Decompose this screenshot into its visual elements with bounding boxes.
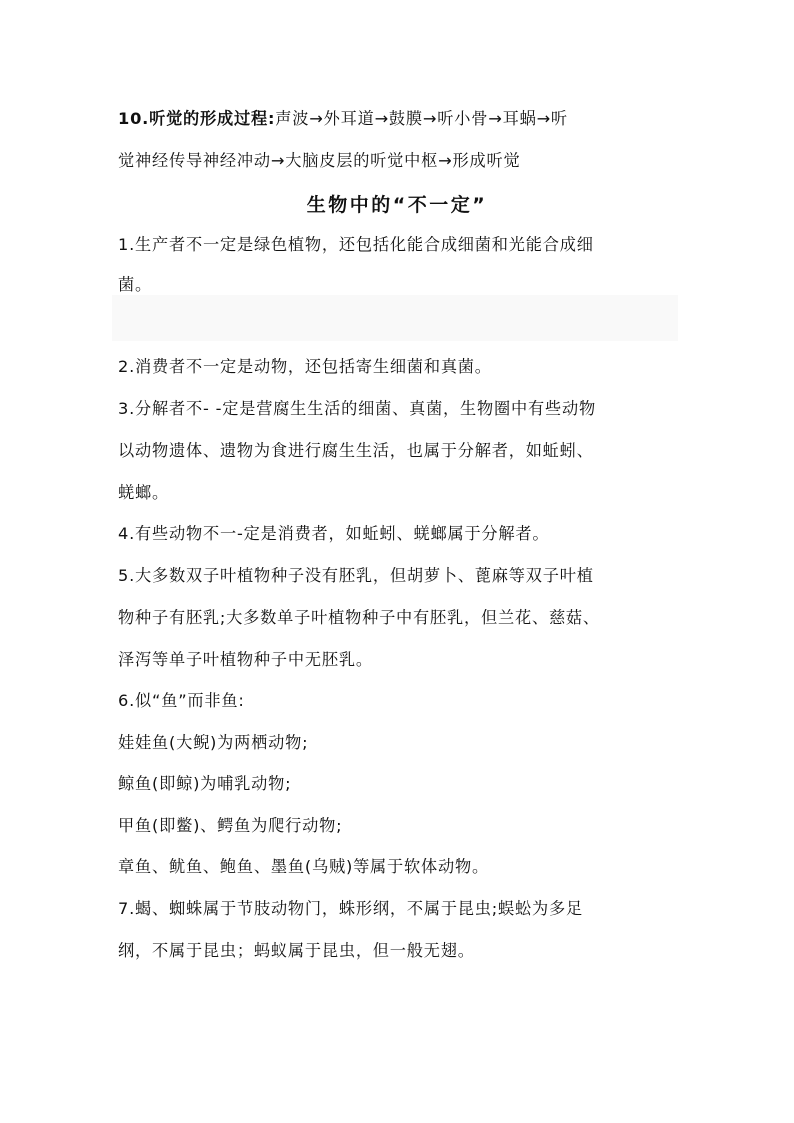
item-5-line-2: 物种子有胚乳;大多数单子叶植物种子中有胚乳，但兰花、慈菇、 (118, 608, 600, 627)
item-7-line-2: 纲，不属于昆虫；蚂蚁属于昆虫，但一般无翅。 (118, 941, 475, 960)
item-6-line-1: 6.似“鱼”而非鱼: (118, 691, 245, 710)
intro-line-1 (118, 108, 568, 130)
item-6-line-4: 甲鱼(即鳖)、鳄鱼为爬行动物; (118, 816, 343, 835)
item-3-line-2: 以动物遗体、遗物为食进行腐生生活，也属于分解者，如蚯蚓、 (118, 441, 594, 460)
item-2-line-1: 2.消费者不一定是动物，还包括寄生细菌和真菌。 (118, 357, 492, 376)
item-1-line-2: 菌。 (118, 275, 152, 294)
item-5-line-3: 泽泻等单子叶植物种子中无胚乳。 (118, 650, 373, 669)
item-4-line-1: 4.有些动物不一-定是消费者，如蚯蚓、蜣螂属于分解者。 (118, 524, 550, 543)
background-shade (112, 295, 678, 341)
item-6-line-2: 娃娃鱼(大鲵)为两栖动物; (118, 733, 309, 752)
section-heading: 生物中的“不一定” (306, 194, 488, 216)
item-6-line-3: 鲸鱼(即鲸)为哺乳动物; (118, 774, 292, 793)
item-5-line-1: 5.大多数双子叶植物种子没有胚乳，但胡萝卜、蓖麻等双子叶植 (118, 566, 594, 585)
item-3-line-3: 蜣螂。 (118, 483, 169, 502)
intro-text-1: 声波→外耳道→鼓膜→听小骨→耳蜗→听 (275, 109, 568, 128)
intro-line-2: 觉神经传导神经冲动→大脑皮层的听觉中枢→形成听觉 (118, 151, 521, 170)
item-1-line-1: 1.生产者不一定是绿色植物，还包括化能合成细菌和光能合成细 (118, 235, 594, 254)
item-6-line-5: 章鱼、鱿鱼、鲍鱼、墨鱼(乌贼)等属于软体动物。 (118, 857, 489, 876)
intro-label: 10.听觉的形成过程: (118, 109, 276, 128)
item-3-line-1: 3.分解者不- -定是营腐生生活的细菌、真菌，生物圈中有些动物 (118, 399, 596, 418)
item-7-line-1: 7.蝎、蜘蛛属于节肢动物门，蛛形纲，不属于昆虫;蜈蚣为多足 (118, 899, 583, 918)
